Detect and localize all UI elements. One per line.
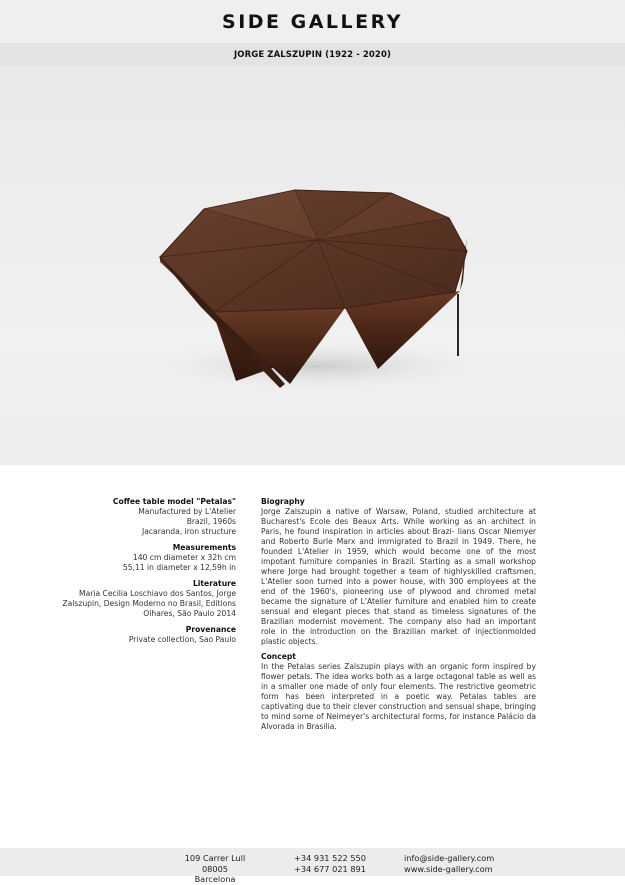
item-section <box>40 497 236 537</box>
biography-heading: Biography <box>261 497 305 506</box>
measurements-section <box>40 543 236 573</box>
phone-number[interactable]: +34 931 522 550 <box>294 853 366 863</box>
concept-text: In the Petalas series Zalszupin plays with an organic form inspired by flower petals. The idea works both as a large octagonal table as well as in a smaller one made of only four elements. The restrictive geometric form has been interpreted in a poetic way. Petalas tables are captivating due to their clever construction and sensual shape, bringing to mind some of Neimeyer's architectural forms, for instance Palácio da Alvorada in Brasilia. <box>261 662 536 731</box>
product-photo <box>0 66 625 465</box>
gallery-title: SIDE GALLERY <box>222 10 403 33</box>
footer <box>0 848 625 884</box>
provenance-heading: Provenance <box>185 625 236 634</box>
email-link[interactable]: info@side-gallery.com <box>404 853 495 863</box>
coffee-table-image <box>0 66 625 465</box>
provenance-line: Private collection, Sao Paulo <box>128 635 236 644</box>
footer-contact <box>404 853 494 874</box>
literature-section <box>40 579 236 619</box>
artist-name: JORGE ZALSZUPIN (1922 - 2020) <box>234 49 391 60</box>
address-line: 109 Carrer Lull <box>184 853 246 863</box>
item-line: Brazil, 1960s <box>186 517 236 526</box>
literature-line: Maria Cecilia Loschiavo dos Santos, Jorge <box>79 589 236 598</box>
details-column <box>40 497 236 651</box>
literature-line: Olhares, São Paulo 2014 <box>143 609 236 618</box>
measurements-heading: Measurements <box>172 543 236 552</box>
artist-bar <box>0 43 625 66</box>
concept-heading: Concept <box>261 652 296 661</box>
measurements-line: 55,11 in diameter x 12,59h in <box>122 563 236 572</box>
literature-line: Zalszupin, Design Moderno no Brasil, Editions <box>62 599 236 608</box>
item-line: Manufactured by L'Atelier <box>138 507 236 516</box>
phone-number[interactable]: +34 677 021 891 <box>294 863 366 874</box>
header-banner <box>0 0 625 43</box>
measurements-line: 140 cm diameter x 32h cm <box>132 553 236 562</box>
literature-heading: Literature <box>192 579 236 588</box>
provenance-section <box>40 625 236 645</box>
item-line: Jacaranda, iron structure <box>141 527 236 536</box>
item-title: Coffee table model "Petalas" <box>112 497 236 506</box>
footer-address <box>181 853 249 885</box>
website-link[interactable]: www.side-gallery.com <box>404 863 493 874</box>
footer-phones <box>294 853 366 874</box>
address-line: 08005 Barcelona <box>194 863 236 884</box>
description-column <box>261 497 536 737</box>
biography-text: Jorge Zalszupin a native of Warsaw, Poland, studied architecture at Bucharest's Ecole des Beaux Arts. While working as an architect in Paris, he found inspiration in articles about Brazi- lians Oscar Niemyer and Roberto Burle Marx and immigrated to Brazil in 1949. There, he founded L'Atelier in 1959, which would become one of the most impotant furniture companies in Brazil. Starting as a small workshop where Jorge had brought together a team of highlyskilled craftsmen, L'Atelier soon turned into a power house, with 300 employees at the end of the 1960's, pioneering use of plywood and chromed metal became the signature of L'Atelier furniture and enabled him to create sensual and elegant pieces that stand as timeless signatures of the Brazilian modernist movement. The company also had an important role in the introduction on the Brazilian market of injectionmolded plastic objects. <box>261 507 536 646</box>
